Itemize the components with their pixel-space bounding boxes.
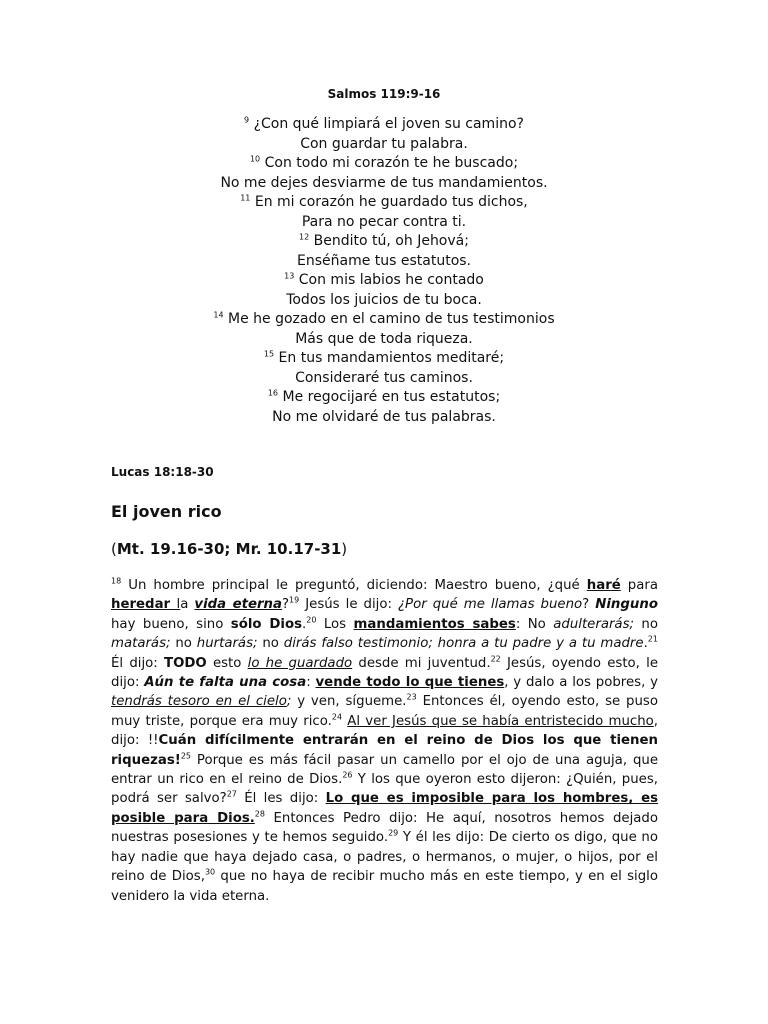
verse-text: Con mis labios he contado	[298, 272, 484, 288]
passage-segment: ;	[286, 694, 292, 710]
passage-segment: Al ver Jesús que se había entristecido mucho	[347, 713, 654, 729]
verse-number: 9	[244, 115, 250, 125]
psalm-line	[0, 213, 768, 233]
verse-text: Para no pecar contra ti.	[301, 213, 467, 230]
passage-segment: a	[180, 597, 195, 613]
passage-segment: :	[306, 675, 316, 691]
passage-segment: Lo que es imposible para los hombres, es posible para Dios.	[111, 791, 659, 826]
passage-segment: Entonces él, oyendo esto, se puso muy triste, porque era muy rico.	[111, 694, 658, 729]
verse-number: 19	[289, 595, 300, 605]
verse-text: Con todo mi corazón te he buscado;	[264, 155, 519, 171]
passage-segment: sólo Dios	[230, 616, 303, 632]
verse-text: Más que de toda riqueza.	[295, 330, 473, 347]
passage-segment: .	[302, 616, 307, 632]
verse-text: Me regocijaré en tus estatutos;	[282, 389, 501, 405]
verse-text: Todos los juicios de tu boca.	[286, 291, 482, 308]
parallel-reference	[111, 540, 347, 558]
psalm-title: Salmos 119:9-16	[327, 87, 441, 101]
passage-segment: que no haya de recibir mucho más en este tiempo, y en el siglo venidero la vida eterna.	[111, 869, 658, 904]
psalm-line	[0, 232, 768, 252]
psalm-line	[0, 115, 768, 135]
section-title: El joven rico	[111, 502, 222, 521]
verse-number: 29	[388, 828, 399, 838]
passage-segment: vida eterna	[194, 597, 282, 613]
passage-segment: lo he guardado	[247, 655, 353, 671]
paren-open: (	[111, 540, 117, 558]
passage-segment: Los	[316, 616, 354, 632]
verse-text: Con guardar tu palabra.	[300, 135, 468, 152]
passage-segment: Y los que oyeron esto dijeron: ¿Quién, pues, podrá ser salvo?	[111, 772, 658, 807]
verse-number: 26	[342, 770, 353, 780]
passage-segment: haré	[586, 578, 621, 593]
psalm-line	[0, 252, 768, 272]
psalm-line	[0, 330, 768, 350]
psalm-line	[0, 388, 768, 408]
passage-segment: Ninguno	[595, 597, 658, 613]
passage-segment: esto	[206, 655, 248, 671]
verse-number: 13	[284, 271, 295, 281]
verse-text: No me dejes desviarme de tus mandamientos.	[220, 174, 548, 191]
passage-segment: no	[634, 616, 658, 632]
passage-segment: ¿Por qué me llamas bueno	[398, 597, 583, 613]
passage-segment: Cuán difícilmente entrarán en el reino de Dios los que tienen riquezas!	[111, 733, 658, 768]
psalm-line	[0, 135, 768, 155]
passage-segment: dirás falso testimonio; honra a tu padre y a tu madre	[283, 636, 644, 652]
verse-number: 14	[213, 310, 224, 320]
verse-text: Bendito tú, oh Jehová;	[313, 233, 469, 249]
verse-number: 27	[226, 790, 237, 800]
passage-segment: hay bueno, sino	[111, 616, 231, 632]
verse-number: 21	[647, 634, 658, 644]
psalm-line	[0, 154, 768, 174]
passage-segment: , dijo: !!	[111, 713, 658, 749]
passage-segment: l	[176, 597, 181, 613]
verse-number: 12	[299, 232, 310, 242]
verse-number: 11	[240, 193, 251, 203]
passage-segment: ?	[281, 597, 290, 613]
verse-number: 30	[204, 867, 216, 877]
verse-text: En mi corazón he guardado tus dichos,	[254, 194, 528, 210]
verse-number: 10	[249, 154, 261, 164]
verse-text: No me olvidaré de tus palabras.	[272, 408, 496, 425]
psalm-line	[0, 349, 768, 369]
psalm-line	[0, 193, 768, 213]
passage-segment: Y él les dijo: De cierto os digo, que no hay nadie que haya dejado casa, o padres, o hermanos, o mujer, o hijos, por el reino de Dios,	[111, 830, 658, 885]
passage-segment: para	[620, 578, 658, 593]
passage-segment: adulterarás;	[553, 616, 634, 632]
psalm-text	[0, 115, 768, 427]
passage-segment: Aún te falta una cosa	[144, 675, 307, 691]
paren-close: )	[341, 540, 348, 558]
passage-segment: y ven, sígueme.	[291, 694, 407, 710]
passage-segment: mandamientos sabes	[353, 616, 516, 632]
passage-segment: .	[643, 636, 648, 652]
verse-number: 24	[331, 712, 343, 722]
verse-number: 23	[406, 693, 417, 703]
verse-text: ¿Con qué limpiará el joven su camino?	[253, 116, 524, 132]
psalm-line	[0, 369, 768, 389]
passage-segment: Porque es más fácil pasar un camello por el ojo de una aguja, que entrar un rico en el reino de Dios.	[111, 752, 658, 788]
passage-reference: Lucas 18:18-30	[111, 465, 214, 479]
passage-segment: : No	[515, 616, 554, 632]
verse-number: 16	[267, 388, 279, 398]
verse-number: 22	[490, 654, 501, 664]
verse-text: Enséñame tus estatutos.	[296, 252, 472, 269]
passage-segment: vende todo lo que tienes	[315, 675, 505, 691]
verse-text: En tus mandamientos meditaré;	[278, 350, 505, 366]
passage-segment: tendrás tesoro en el cielo	[111, 694, 287, 710]
parallel-text: Mt. 19.16-30; Mr. 10.17-31	[116, 540, 342, 558]
psalm-line	[0, 408, 768, 428]
passage-segment: Jesús, oyendo esto, le dijo:	[111, 655, 659, 691]
passage-segment: TODO	[164, 655, 207, 671]
passage-segment: Él les dijo:	[236, 791, 326, 807]
verse-text: Me he gozado en el camino de tus testimonios	[228, 311, 555, 327]
passage-text	[111, 576, 658, 906]
verse-number: 20	[306, 615, 317, 625]
psalm-line	[0, 310, 768, 330]
passage-segment: no	[170, 636, 197, 652]
psalm-line	[0, 271, 768, 291]
passage-segment: ?	[582, 597, 596, 613]
verse-number: 15	[263, 349, 275, 359]
psalm-line	[0, 291, 768, 311]
passage-segment: desde mi juventud.	[352, 655, 491, 671]
passage-segment: , y dalo a los pobres, y	[504, 675, 658, 691]
passage-segment: Entonces Pedro dijo: He aquí, nosotros hemos dejado nuestras posesiones y te hemos seguido.	[111, 810, 658, 846]
verse-text: Consideraré tus caminos.	[295, 369, 473, 386]
passage-segment: Él dijo:	[111, 655, 164, 671]
verse-number: 28	[254, 809, 265, 819]
passage-segment: matarás;	[111, 636, 171, 652]
passage-segment: Jesús le dijo:	[299, 597, 398, 613]
passage-segment: heredar	[111, 597, 177, 613]
passage-segment: hurtarás;	[196, 636, 258, 652]
verse-number: 18	[111, 576, 122, 586]
verse-number: 25	[180, 751, 191, 761]
passage-segment: no	[257, 636, 284, 652]
passage-segment: Un hombre principal le preguntó, diciendo: Maestro bueno, ¿qué	[121, 578, 587, 593]
psalm-line	[0, 174, 768, 194]
